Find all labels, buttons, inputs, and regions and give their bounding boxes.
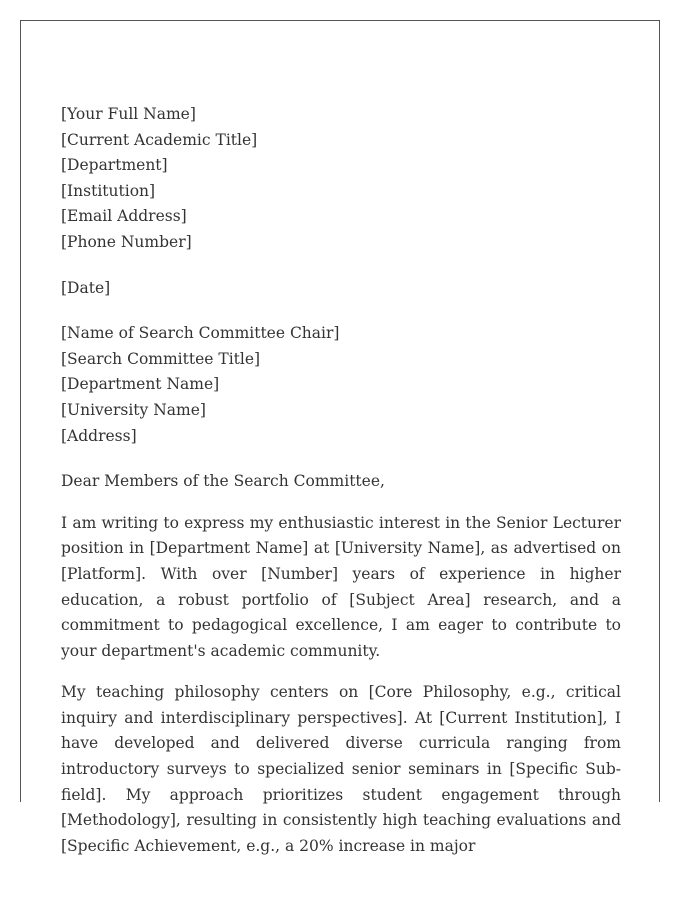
recipient-university: [University Name] [61, 400, 206, 419]
sender-phone: [Phone Number] [61, 232, 192, 251]
recipient-name: [Name of Search Committee Chair] [61, 324, 340, 343]
letter-page [20, 20, 660, 855]
sender-block [61, 102, 621, 256]
sender-institution: [Institution] [61, 181, 156, 200]
date-block [61, 276, 621, 302]
recipient-address: [Address] [61, 426, 137, 445]
recipient-department: [Department Name] [61, 375, 220, 394]
sender-title: [Current Academic Title] [61, 130, 258, 149]
sender-name: [Your Full Name] [61, 105, 196, 123]
letter-date: [Date] [61, 278, 111, 297]
letter-body [61, 102, 621, 875]
sender-department: [Department] [61, 156, 168, 175]
recipient-block [61, 321, 621, 449]
recipient-title: [Search Committee Title] [61, 349, 261, 368]
sender-email: [Email Address] [61, 207, 187, 226]
salutation: Dear Members of the Search Committee, [61, 472, 385, 491]
paragraph-teaching: My teaching philosophy centers on [Core Philosophy, e.g., critical inquiry and interdisciplinary perspectives]. At [Current Institution], I have developed and delivered diverse curricula ranging from introductory surveys to specialized senior seminars in [Specific Sub-field]. My approach prioritizes student engagement through [Methodology], resulting in consistently high teaching evaluations and [Specific Achievement, e.g., a 20% increase in major [61, 683, 621, 855]
paragraph-intro: I am writing to express my enthusiastic interest in the Senior Lecturer position in [Department Name] at [University Name], as advertised on [Platform]. With over [Number] years of experience in higher education, a robust portfolio of [Subject Area] research, and a commitment to pedagogical excellence, I am eager to contribute to your department's academic community. [61, 513, 621, 660]
